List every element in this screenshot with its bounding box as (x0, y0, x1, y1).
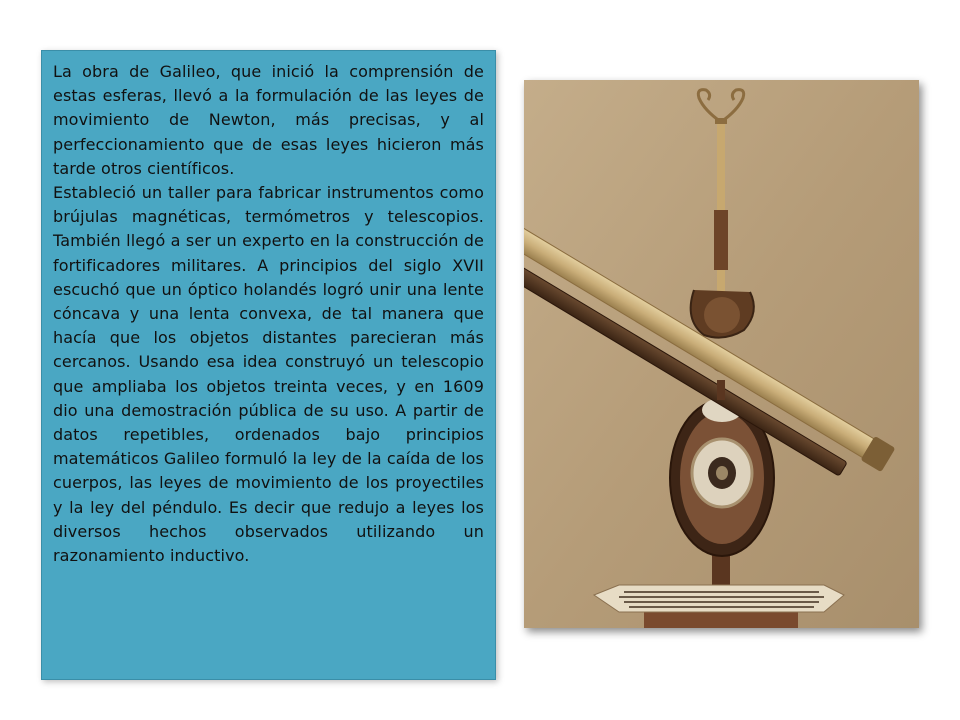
galileo-telescope-photo (524, 80, 919, 628)
telescope-illustration (524, 80, 919, 628)
paragraph-galileo-workshop: Estableció un taller para fabricar instrumentos como brújulas magnéticas, termómetros y telescopios. También llegó a ser un experto en la construcción de fortificadores militares. A principios del siglo XVII escuchó que un óptico holandés logró unir una lente cóncava y una lenta convexa, de tal manera que hacía que los objetos distantes parecieran más cercanos. Usando esa idea construyó un telescopio que ampliaba los objetos treinta veces, y en 1609 dio una demostración pública de su uso. A partir de datos repetibles, ordenados bajo principios matemáticos Galileo formuló la ley de la caída de los cuerpos, las leyes de movimiento de los proyectiles y la ley del péndulo. Es decir que redujo a leyes los diversos hechos observados utilizando un razonamiento inductivo. (53, 183, 484, 566)
text-panel (41, 50, 496, 680)
paragraph-galileo-newton: La obra de Galileo, que inició la comprensión de estas esferas, llevó a la formulación de las leyes de movimiento de Newton, más precisas, y al perfeccionamiento que de esas leyes hicieron más tarde otros científicos. (53, 62, 484, 178)
